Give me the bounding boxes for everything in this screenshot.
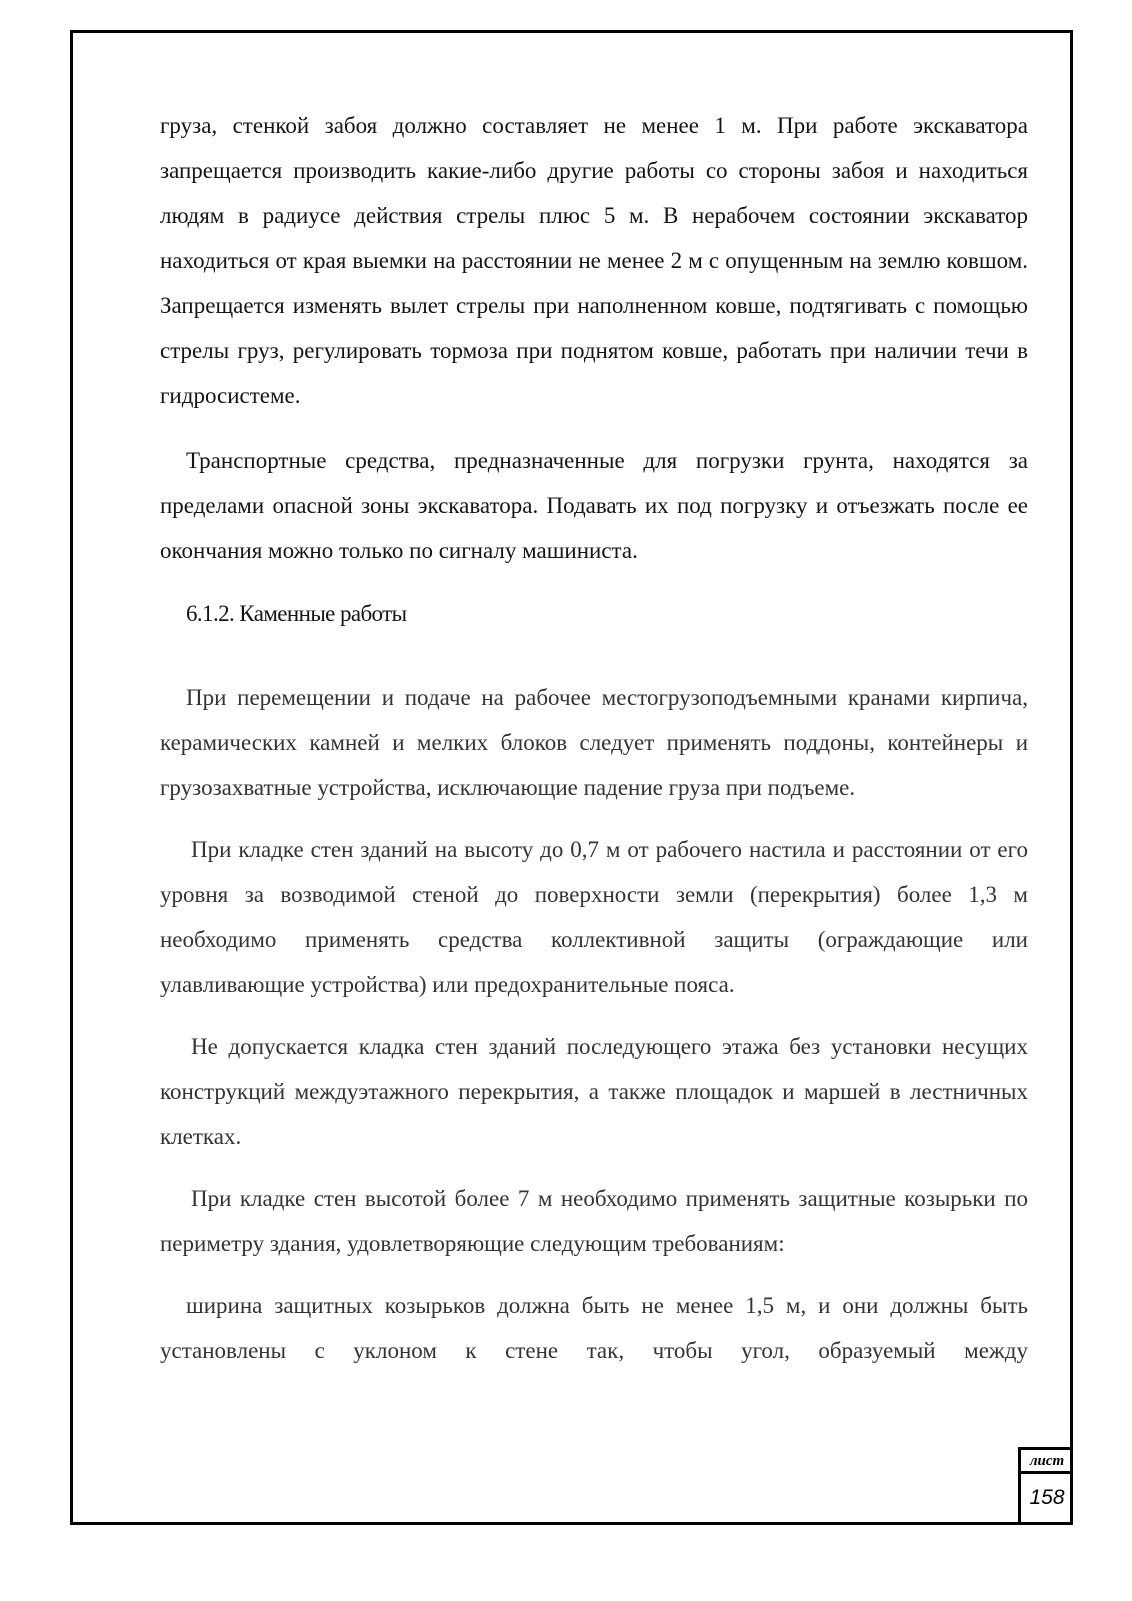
paragraph: Транспортные средства, предназначенные для погрузки грунта, находятся за пределами опасной зоны экскаватора. Подавать их под погрузку и отъезжать после ее окончания можно только по сигналу машиниста. [160, 448, 1028, 563]
paragraph: При кладке стен зданий на высоту до 0,7 м от рабочего настила и расстоянии от его уровня за возводимой стеной до поверхности земли (перекрытия) более 1,3 м необходимо применять средства коллективной защиты (ограждающие или улавливающие устройства) или предохранительные пояса. [160, 837, 1028, 997]
paragraph: ширина защитных козырьков должна быть не менее 1,5 м, и они должны быть установлены с уклоном к стене так, чтобы угол, образуемый между [160, 1293, 1028, 1363]
sheet-stamp [1018, 1447, 1073, 1525]
paragraph: груза, стенкой забоя должно составляет не менее 1 м. При работе экскаватора запрещается производить какие-либо другие работы со стороны забоя и находиться людям в радиусе действия стрелы плюс 5 м. В нерабочем состоянии экскаватор находиться от края выемки на расстоянии не менее 2 м с опущенным на землю ковшом. Запрещается изменять вылет стрелы при наполненном ковше, подтягивать с помощью стрелы груз, регулировать тормоза при поднятом ковше, работать при наличии течи в гидросистеме. [160, 113, 1028, 408]
paragraph: При кладке стен высотой более 7 м необходимо применять защитные козырьки по периметру здания, удовлетворяющие следующим требованиям: [160, 1186, 1028, 1256]
section-body [160, 675, 1028, 1373]
section-heading: 6.1.2. Каменные работы [186, 601, 407, 626]
page-number: 158 [1029, 1486, 1065, 1509]
sheet-label: лист [1021, 1450, 1073, 1474]
paragraph: При перемещении и подаче на рабочее местогрузоподъемными кранами кирпича, керамических камней и мелких блоков следует применять поддоны, контейнеры и грузозахватные устройства, исключающие падение груза при подъеме. [160, 685, 1028, 800]
paragraph: Не допускается кладка стен зданий последующего этажа без установки несущих конструкций междуэтажного перекрытия, а также площадок и маршей в лестничных клетках. [160, 1034, 1028, 1149]
document-body [160, 103, 1028, 1373]
